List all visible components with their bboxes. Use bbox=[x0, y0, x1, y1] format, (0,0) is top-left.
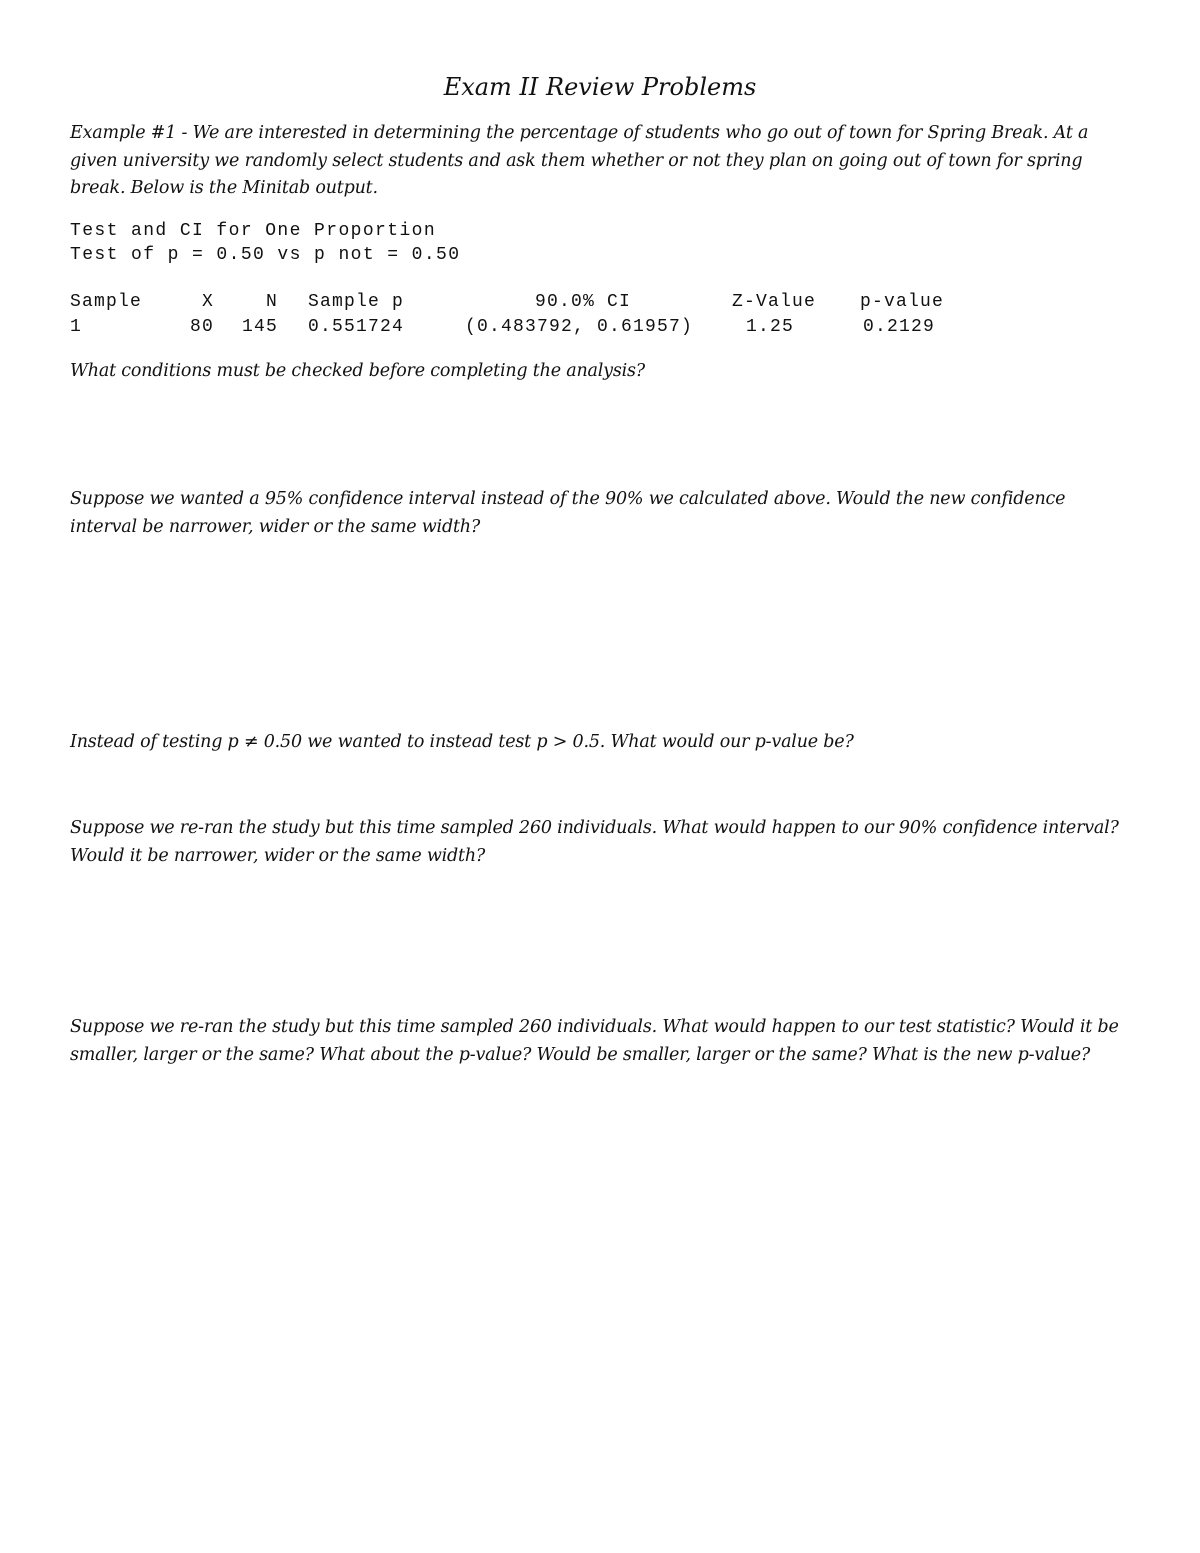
col-header-sample-p: Sample p bbox=[308, 292, 405, 312]
minitab-heading-line2: Test of p = 0.50 vs p not = 0.50 bbox=[70, 245, 461, 265]
col-header-x: X bbox=[201, 292, 214, 312]
cell-x: 80 bbox=[189, 317, 214, 337]
question-one-sided-pvalue: Instead of testing p ≠ 0.50 we wanted to instead test p > 0.5. What would our p-value be? bbox=[70, 732, 854, 752]
col-header-sample: Sample bbox=[70, 292, 143, 312]
col-header-p-value: p-value bbox=[860, 292, 945, 312]
question-conditions: What conditions must be checked before completing the analysis? bbox=[70, 361, 645, 381]
cell-sample: 1 bbox=[70, 317, 83, 337]
col-header-n: N bbox=[265, 292, 278, 312]
minitab-output-table bbox=[70, 290, 1070, 340]
cell-ci: (0.483792, 0.61957) bbox=[465, 317, 694, 337]
table-row bbox=[70, 315, 1070, 340]
question-sample-260-ci: Suppose we re-ran the study but this time sampled 260 individuals. What would happen to our 90% confidence interval? Would it be narrower, wider or the same width? bbox=[70, 818, 1119, 866]
minitab-heading-line1: Test and CI for One Proportion bbox=[70, 221, 437, 241]
cell-z-value: 1.25 bbox=[746, 317, 795, 337]
col-header-ci: 90.0% CI bbox=[535, 292, 632, 312]
cell-p-value: 0.2129 bbox=[863, 317, 936, 337]
question-95-ci: Suppose we wanted a 95% confidence interval instead of the 90% we calculated above. Would the new confidence interval be narrower, wider or the same width? bbox=[70, 489, 1066, 537]
cell-sample-p: 0.551724 bbox=[308, 317, 405, 337]
cell-n: 145 bbox=[241, 317, 278, 337]
question-sample-260-test-statistic: Suppose we re-ran the study but this time sampled 260 individuals. What would happen to our test statistic? Would it be smaller, larger or the same? What about the p-value? Would be smaller, larger or the same? What is the new p-value? bbox=[70, 1017, 1119, 1065]
col-header-z-value: Z-Value bbox=[732, 292, 817, 312]
table-header-row bbox=[70, 290, 1070, 315]
example-intro: Example #1 - We are interested in determining the percentage of students who go out of town for Spring Break. At a given university we randomly select students and ask them whether or not they plan on going out of town for spring break. Below is the Minitab output. bbox=[70, 123, 1089, 198]
page-title: Exam II Review Problems bbox=[443, 73, 757, 101]
